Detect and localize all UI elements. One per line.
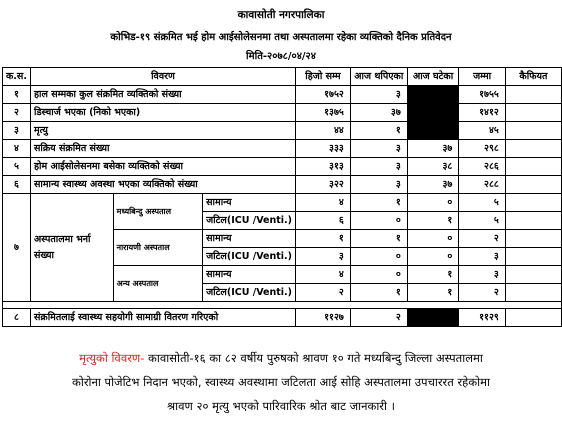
table-row: २ डिस्चार्ज भएका (निको भएका) १३७५ ३७ १४१२	[3, 104, 562, 122]
col-remarks: कैफियत	[505, 68, 561, 86]
col-sn: क.स.	[3, 68, 31, 86]
hospital-name: मध्यबिन्दु अस्पताल	[113, 194, 202, 230]
death-note	[6, 346, 556, 418]
spacer-row	[3, 302, 562, 309]
table-row: जटिल(ICU /Venti.) ३ ० ० ३	[3, 248, 562, 266]
col-desc: विवरण	[30, 68, 295, 86]
death-note-line2: कोरोना पोजेटिभ निदान भएको, स्वास्थ्य अवस्थामा जटिलता आई सोहि अस्पतालमा उपचाररत रहेकोमा	[72, 375, 490, 389]
hospital-label: अस्पतालमा भर्ना संख्या	[30, 194, 113, 302]
death-note-line3: श्रावण २० मृत्यु भएको पारिवारिक श्रोत बाट जानकारी ।	[166, 399, 395, 413]
col-total: जम्मा	[459, 68, 505, 86]
report-title: कोभिड-१९ संक्रमित भई होम आईसोलेसनमा तथा अस्पतालमा रहेका व्यक्तिको दैनिक प्रतिवेदन	[110, 32, 452, 43]
col-add: आज थपिएका	[350, 68, 407, 86]
blacked-cell	[407, 86, 459, 104]
header-row	[3, 68, 562, 86]
table-row: ७ अस्पतालमा भर्ना संख्या मध्यबिन्दु अस्पताल सामान्य ४ १ ० ५	[3, 194, 562, 212]
table-row: ८ संक्रमितलाई स्वास्थ्य सहयोगी सामाग्री वितरण गरिएको ११२७ २ ११२९	[3, 309, 562, 327]
table-row: ४ सक्रिय संक्रमित संख्या ३३३ ३ ३७ २९८	[3, 140, 562, 158]
table-row: १ हाल सम्मका कुल संक्रमित व्यक्तिको संख्या १७५२ ३ १७५५	[3, 86, 562, 104]
blacked-cell	[407, 104, 459, 122]
blacked-cell	[407, 122, 459, 140]
table-row: ५ होम आईसोलेसनमा बसेका व्यक्तिको संख्या ३१३ ३ ३८ २८६	[3, 158, 562, 176]
death-note-label: मृत्युको विवरण-	[79, 351, 145, 365]
col-reduce: आज घटेका	[407, 68, 459, 86]
report-date: मिति-२०७८/०४/२४	[246, 51, 316, 62]
report-table	[2, 67, 562, 327]
hospital-name: अन्य अस्पताल	[113, 266, 202, 302]
blacked-cell	[407, 309, 459, 327]
death-note-line1: कावासोती-१६ का ८२ वर्षीय पुरुषको श्रावण १० गते मध्यबिन्दु जिल्ला अस्पतालमा	[144, 351, 483, 365]
table-row: नारायणी अस्पताल सामान्य १ १ ० २	[3, 230, 562, 248]
table-row: जटिल(ICU /Venti.) ६ ० १ ५	[3, 212, 562, 230]
table-row: ६ सामान्य स्वास्थ्य अवस्था भएका व्यक्तिको संख्या ३२२ ३ ३७ २८८	[3, 176, 562, 194]
table-row: जटिल(ICU /Venti.) २ १ १ २	[3, 284, 562, 302]
org-title: कावासोती नगरपालिका	[237, 9, 325, 21]
table-row: अन्य अस्पताल सामान्य ४ ० १ ३	[3, 266, 562, 284]
col-prev: हिजो सम्म	[296, 68, 351, 86]
table-row: ३ मृत्यु ४४ १ ४५	[3, 122, 562, 140]
hospital-name: नारायणी अस्पताल	[113, 230, 202, 266]
